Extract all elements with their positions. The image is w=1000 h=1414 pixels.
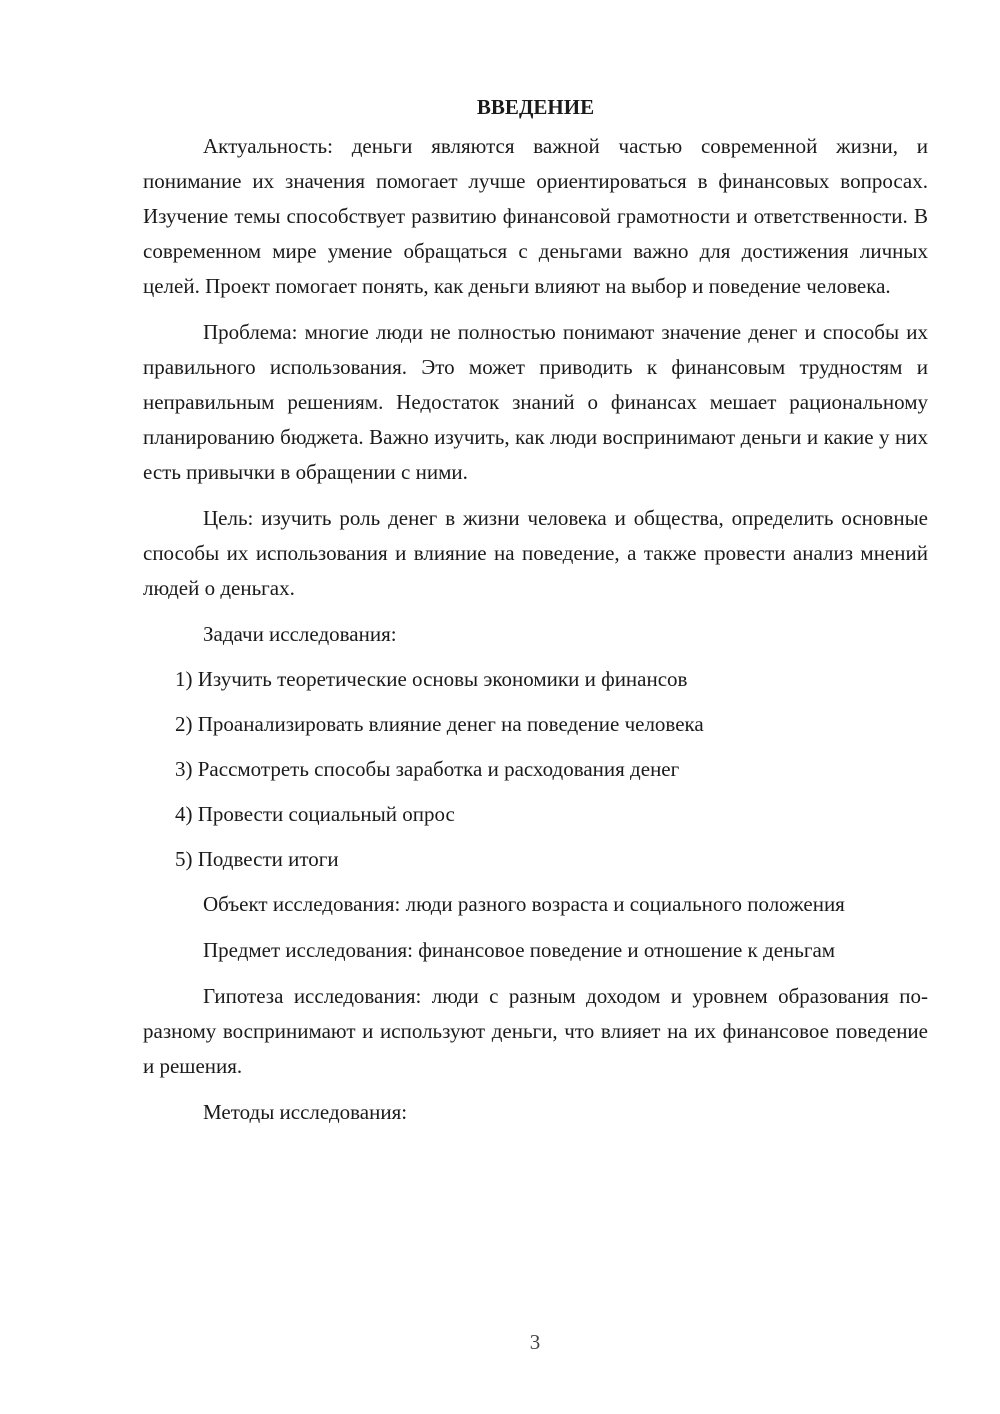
tasks-label: Задачи исследования: [203,622,397,646]
document-page [143,90,928,1140]
paragraph-hypothesis: Гипотеза исследования: люди с разным доходом и уровнем образования по-разному воспринимают и используют деньги, что влияет на их финансовое поведение и решения. [143,984,928,1078]
paragraph-goal: Цель: изучить роль денег в жизни человека и общества, определить основные способы их использования и влияние на поведение, а также провести анализ мнений людей о деньгах. [143,506,928,600]
paragraph-subject: Предмет исследования: финансовое поведение и отношение к деньгам [203,938,836,962]
paragraph-relevance: Актуальность: деньги являются важной частью современной жизни, и понимание их значения помогает лучше ориентироваться в финансовых вопросах. Изучение темы способствует развитию финансовой грамотности и ответственности. В современном мире умение обращаться с деньгами важно для достижения личных целей. Проект помогает понять, как деньги влияют на выбор и поведение человека. [143,134,928,298]
paragraph-object: Объект исследования: люди разного возраста и социального положения [203,892,845,916]
task-item: 5) Подвести итоги [175,847,339,871]
tasks-list [143,662,928,877]
task-item: 4) Провести социальный опрос [175,802,455,826]
task-item: 2) Проанализировать влияние денег на поведение человека [175,712,704,736]
paragraph-problem: Проблема: многие люди не полностью понимают значение денег и способы их правильного использования. Это может приводить к финансовым трудностям и неправильным решениям. Недостаток знаний о финансах мешает рациональному планированию бюджета. Важно изучить, как люди воспринимают деньги и какие у них есть привычки в обращении с ними. [143,320,928,484]
task-item: 1) Изучить теоретические основы экономики и финансов [175,667,688,691]
page-number: 3 [529,1330,541,1354]
task-item: 3) Рассмотреть способы заработка и расходования денег [175,757,680,781]
section-title: ВВЕДЕНИЕ [476,95,595,119]
methods-label: Методы исследования: [203,1100,408,1124]
